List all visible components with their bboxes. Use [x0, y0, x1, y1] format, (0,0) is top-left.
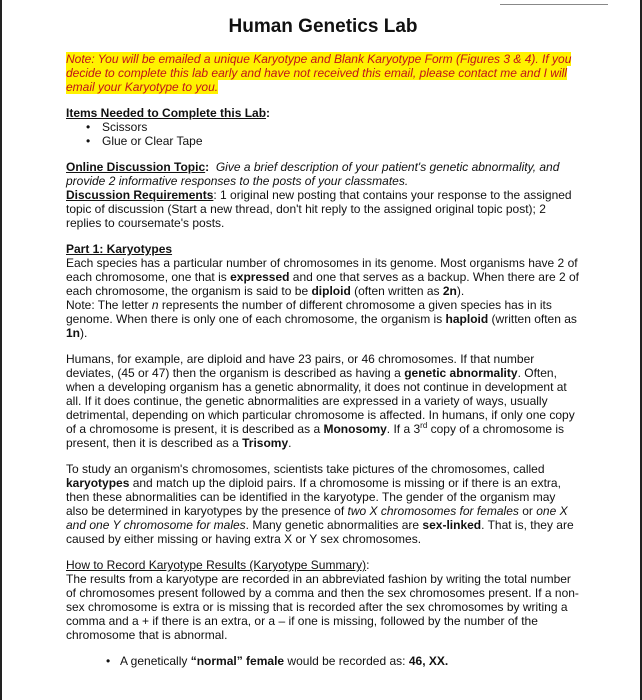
text-run: . Many genetic abnormalities are — [245, 518, 423, 532]
list-item: • Glue or Clear Tape — [102, 134, 580, 148]
text-run: represents the number of different chromosome a given species has in its genome. When there is only one of each chromosome, the organism is — [66, 298, 552, 326]
record-heading-line — [66, 558, 580, 572]
text-run: To study an organism's chromosomes, scientists take pictures of the chromosomes, called — [66, 462, 545, 476]
discussion-req-label: Discussion Requirements — [66, 188, 214, 202]
text-run: and match up the diploid pairs. If a chromosome is missing or if there is an extra, then these abnormalities can be identified in the karyotype. The gender of the organism may also be determined in karyotypes by the presence of — [66, 476, 561, 518]
items-section — [66, 106, 580, 148]
note-text: Note: You will be emailed a unique Karyotype and Blank Karyotype Form (Figures 3 & 4). If you decide to complete this lab early and have not received this email, please contact me and I will email your Karyotype to you. — [66, 52, 572, 94]
superscript-rd: rd — [420, 421, 428, 430]
text-run: (often written as — [350, 284, 443, 298]
text-run: A genetically — [120, 654, 191, 668]
text-run: and one that serves as a backup. When there are 2 of each chromosome, the organism is said to be — [66, 270, 579, 298]
text-run: or — [518, 504, 537, 518]
part1-paragraph-2 — [66, 298, 580, 340]
term-2n: 2n — [442, 284, 457, 298]
note-block — [66, 52, 580, 94]
term-46xx: 46, XX. — [408, 654, 449, 668]
page-title: Human Genetics Lab — [228, 16, 418, 37]
text-run: would be recorded as: — [284, 654, 409, 668]
term-x-and-y: one X and one Y chromosome for males — [66, 504, 568, 532]
list-item: • Scissors — [102, 120, 580, 134]
items-heading-line — [66, 106, 580, 120]
term-sex-linked: sex-linked — [422, 518, 482, 532]
term-karyotypes: karyotypes — [66, 476, 130, 490]
text-run: . That is, they are caused by either missing or having extra X or Y sex chromosomes. — [66, 518, 574, 546]
header-rule — [500, 4, 608, 5]
record-paragraph: The results from a karyotype are recorded in an abbreviated fashion by writing the total number of chromosomes present followed by a comma and then the sex chromosomes present. If a non-sex chromosome is extra or is missing that is recorded after the sex chromosomes by writing a comma and a + if there is an extra, or a – if one is missing, followed by the number of the chromosome that is abnormal. — [66, 572, 579, 642]
text-run: (written often as — [488, 312, 577, 326]
record-bullet — [66, 654, 580, 668]
part1-section — [66, 242, 580, 546]
text-run: Note: The letter — [66, 298, 152, 312]
term-genetic-abnormality: genetic abnormality — [404, 366, 518, 380]
term-n: n — [151, 298, 159, 312]
discussion-topic-label: Online Discussion Topic — [66, 160, 206, 174]
text-run: . — [288, 436, 292, 450]
items-heading: Items Needed to Complete this Lab — [66, 106, 267, 120]
part1-paragraph-4 — [66, 462, 580, 546]
term-two-x: two X chromosomes for females — [347, 504, 519, 518]
page-left-edge — [0, 0, 2, 700]
term-monosomy: Monosomy — [323, 422, 387, 436]
discussion-requirements — [66, 188, 580, 230]
discussion-topic — [66, 160, 580, 188]
part1-heading: Part 1: Karyotypes — [66, 242, 173, 256]
text-run: . Often, when a developing organism has a genetic abnormality, it does not continue in development at all. If it does continue, the genetic abnormalities are expressed in a variety of ways, usually detrimental, depending on which particular chromosome is affected. In humans, if only one copy of a chromosome is present, it is described as a — [66, 366, 575, 436]
text-run: Humans, for example, are diploid and have 23 pairs, or 46 chromosomes. If that number deviates, (45 or 47) then the organism is described as having a — [66, 352, 535, 380]
part1-paragraph-3 — [66, 352, 580, 450]
term-1n: 1n — [66, 326, 81, 340]
term-normal-female: “normal” female — [190, 654, 285, 668]
discussion-topic-text: Give a brief description of your patient's genetic abnormality, and provide 2 informative responses to the posts of your classmates. — [66, 160, 560, 188]
term-haploid: haploid — [445, 312, 489, 326]
record-section — [66, 558, 580, 668]
text-run: Each species has a particular number of chromosomes in its genome. Most organisms have 2 of each chromosome, one that is — [66, 256, 578, 284]
part1-paragraph-1 — [66, 256, 580, 298]
record-heading-colon: : — [366, 558, 370, 572]
record-heading: How to Record Karyotype Results (Karyotype Summary) — [66, 558, 367, 572]
term-expressed: expressed — [230, 270, 290, 284]
text-run: . If a 3 — [386, 422, 421, 436]
text-run: ). — [80, 326, 88, 340]
text-run: ). — [456, 284, 465, 298]
term-diploid: diploid — [311, 284, 351, 298]
discussion-req-text: : 1 original new posting that contains your response to the assigned topic of discussion (Start a new thread, don't hit reply to the assigned original topic post); 2 replies to coursemate's posts. — [66, 188, 572, 230]
text-run: copy of a chromosome is present, then it is described as a — [66, 422, 565, 450]
items-heading-colon: : — [266, 106, 271, 120]
term-trisomy: Trisomy — [242, 436, 289, 450]
discussion-topic-colon: : — [205, 160, 210, 174]
discussion-section — [66, 160, 580, 230]
items-list — [66, 120, 580, 148]
